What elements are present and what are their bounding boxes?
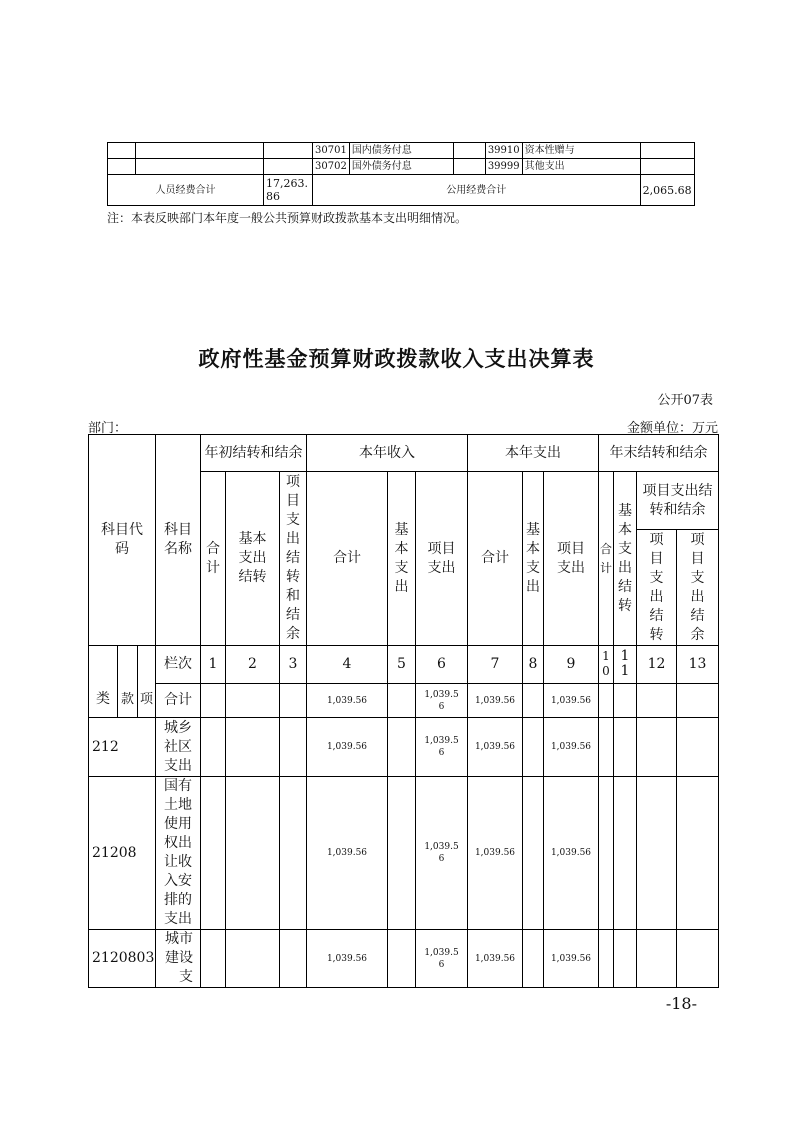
table-cell xyxy=(226,684,280,718)
header-expense-basic: 基本支出 xyxy=(523,472,544,646)
table-cell: 1,039.56 xyxy=(544,777,599,930)
department-label: 部门： xyxy=(88,421,128,436)
table-cell xyxy=(453,159,485,175)
table-cell: 1,039.56 xyxy=(468,930,523,988)
table-cell xyxy=(599,777,614,930)
public-total-value: 2,065.68 xyxy=(640,175,694,206)
table-cell: 1,039.56 xyxy=(307,684,388,718)
personnel-total-value: 17,263.86 xyxy=(264,175,313,206)
amount-unit-label: 金额单位：万元 xyxy=(626,421,718,436)
column-number: 1 xyxy=(201,646,226,684)
column-number: 6 xyxy=(416,646,468,684)
table-cell xyxy=(640,159,694,175)
table-cell xyxy=(599,684,614,718)
table-cell xyxy=(677,777,719,930)
table-cell xyxy=(637,718,677,777)
table-cell xyxy=(226,930,280,988)
table-cell xyxy=(280,777,307,930)
column-number: 11 xyxy=(614,646,637,684)
table-cell: 1,039.56 xyxy=(416,718,468,777)
table-note: 注：本表反映部门本年度一般公共预算财政拨款基本支出明细情况。 xyxy=(107,211,468,225)
header-closing-basic: 基本支出结转 xyxy=(614,472,637,646)
column-number: 8 xyxy=(523,646,544,684)
header-code: 科目代码 xyxy=(89,435,156,646)
column-number: 13 xyxy=(677,646,719,684)
table-cell: 1,039.56 xyxy=(307,930,388,988)
table-cell xyxy=(136,143,264,159)
header-closing-project-carry: 项目支出结转 xyxy=(637,530,677,646)
table-cell xyxy=(201,718,226,777)
table-cell xyxy=(637,777,677,930)
table-row xyxy=(89,718,719,777)
table-cell: 39910 xyxy=(485,143,522,159)
table-cell xyxy=(614,684,637,718)
table-cell: 1,039.56 xyxy=(416,684,468,718)
table-cell xyxy=(226,777,280,930)
header-xiang: 项 xyxy=(138,646,156,718)
header-column-no: 栏次 xyxy=(156,646,201,684)
header-name: 科目名称 xyxy=(156,435,201,646)
column-number: 9 xyxy=(544,646,599,684)
table-cell xyxy=(677,684,719,718)
header-closing: 年末结转和结余 xyxy=(599,435,719,472)
personnel-expense-table-continuation xyxy=(107,142,695,206)
table-cell xyxy=(677,930,719,988)
table-row xyxy=(108,143,695,159)
table-cell: 1,039.56 xyxy=(544,718,599,777)
table-cell xyxy=(201,684,226,718)
table-cell: 30702 xyxy=(313,159,350,175)
table-cell: 1,039.56 xyxy=(307,777,388,930)
header-expense: 本年支出 xyxy=(468,435,599,472)
table-cell xyxy=(640,143,694,159)
table-cell: 1,039.56 xyxy=(416,930,468,988)
table-row-total xyxy=(89,684,719,718)
header-opening-project: 项目支出结转和结余 xyxy=(280,472,307,646)
column-number: 3 xyxy=(280,646,307,684)
table-cell xyxy=(599,930,614,988)
header-income-project: 项目支出 xyxy=(416,472,468,646)
table-cell xyxy=(388,684,416,718)
table-cell xyxy=(453,143,485,159)
table-cell xyxy=(523,930,544,988)
table-cell xyxy=(614,930,637,988)
row-code: 212 xyxy=(89,718,156,777)
column-number: 2 xyxy=(226,646,280,684)
table-row xyxy=(89,777,719,930)
table-cell: 1,039.56 xyxy=(544,930,599,988)
row-code: 2120803 xyxy=(89,930,156,988)
header-expense-total: 合计 xyxy=(468,472,523,646)
page-title: 政府性基金预算财政拨款收入支出决算表 xyxy=(198,347,595,371)
table-cell xyxy=(280,718,307,777)
table-cell xyxy=(523,684,544,718)
table-cell: 其他支出 xyxy=(522,159,640,175)
table-cell: 1,039.56 xyxy=(468,684,523,718)
row-name: 合计 xyxy=(156,684,201,718)
personnel-total-label: 人员经费合计 xyxy=(108,175,264,206)
table-cell xyxy=(136,159,264,175)
header-lei: 类 xyxy=(89,646,118,718)
row-code: 21208 xyxy=(89,777,156,930)
table-cell: 1,039.56 xyxy=(468,718,523,777)
table-cell: 国外债务付息 xyxy=(349,159,453,175)
table-cell xyxy=(599,718,614,777)
column-number: 5 xyxy=(388,646,416,684)
table-cell xyxy=(614,777,637,930)
header-opening: 年初结转和结余 xyxy=(201,435,307,472)
table-cell xyxy=(388,930,416,988)
table-cell: 1,039.56 xyxy=(307,718,388,777)
column-number: 4 xyxy=(307,646,388,684)
table-cell xyxy=(614,718,637,777)
table-cell xyxy=(280,684,307,718)
header-income-total: 合计 xyxy=(307,472,388,646)
header-kuan: 款 xyxy=(118,646,138,718)
table-cell xyxy=(264,159,313,175)
table-cell xyxy=(108,159,136,175)
table-cell: 国内债务付息 xyxy=(349,143,453,159)
table-cell xyxy=(637,684,677,718)
table-row xyxy=(89,930,719,988)
column-number: 10 xyxy=(599,646,614,684)
row-name: 城市建设支 xyxy=(156,930,201,988)
table-cell xyxy=(201,930,226,988)
table-cell: 1,039.56 xyxy=(416,777,468,930)
table-cell xyxy=(280,930,307,988)
header-opening-basic: 基本支出结转 xyxy=(226,472,280,646)
table-cell xyxy=(388,718,416,777)
table-cell xyxy=(523,718,544,777)
header-income: 本年收入 xyxy=(307,435,468,472)
header-row xyxy=(89,435,719,472)
table-cell xyxy=(226,718,280,777)
header-expense-project: 项目支出 xyxy=(544,472,599,646)
totals-row xyxy=(108,175,695,206)
row-name: 国有土地使用权出让收入安排的支出 xyxy=(156,777,201,930)
table-cell xyxy=(108,143,136,159)
column-number: 7 xyxy=(468,646,523,684)
row-name: 城乡社区支出 xyxy=(156,718,201,777)
table-cell: 39999 xyxy=(485,159,522,175)
header-closing-total: 合计 xyxy=(599,472,614,646)
table-cell xyxy=(677,718,719,777)
table-cell: 30701 xyxy=(313,143,350,159)
table-cell xyxy=(637,930,677,988)
header-income-basic: 基本支出 xyxy=(388,472,416,646)
government-fund-budget-table xyxy=(88,434,719,988)
table-cell: 资本性赠与 xyxy=(522,143,640,159)
table-cell xyxy=(388,777,416,930)
column-number: 12 xyxy=(637,646,677,684)
table-cell: 1,039.56 xyxy=(544,684,599,718)
header-closing-project-group: 项目支出结转和结余 xyxy=(637,472,719,530)
header-closing-project-surplus: 项目支出结余 xyxy=(677,530,719,646)
table-cell xyxy=(523,777,544,930)
table-number: 公开07表 xyxy=(657,393,713,408)
table-cell xyxy=(264,143,313,159)
table-cell: 1,039.56 xyxy=(468,777,523,930)
public-total-label: 公用经费合计 xyxy=(313,175,641,206)
header-opening-total: 合计 xyxy=(201,472,226,646)
table-cell xyxy=(201,777,226,930)
table-row xyxy=(108,159,695,175)
page-number: -18- xyxy=(665,994,697,1013)
column-number-row xyxy=(89,646,719,684)
